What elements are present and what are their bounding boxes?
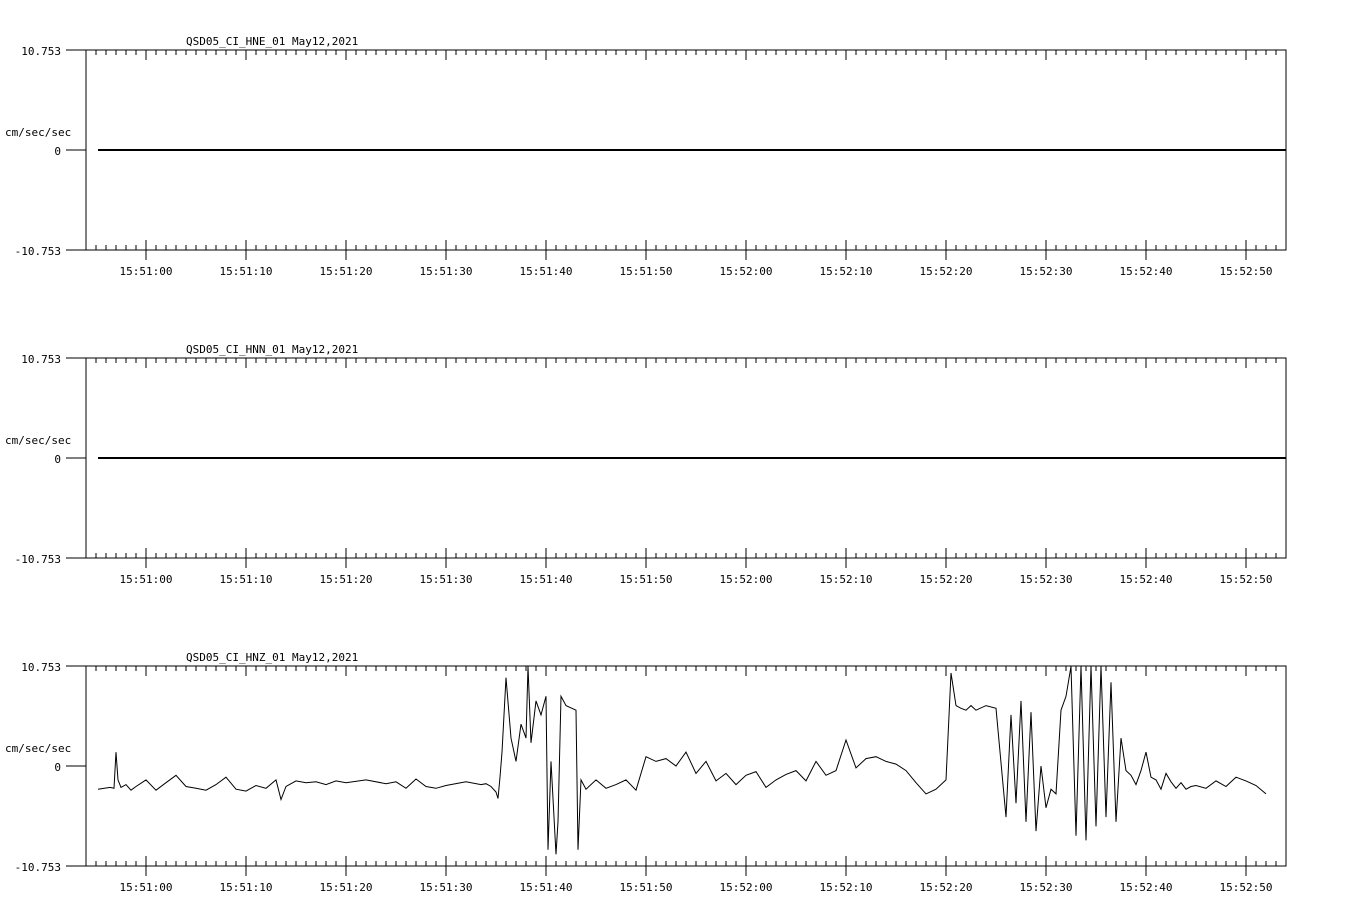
x-tick-label: 15:52:30 [1019,881,1073,894]
y-tick-label-min: -10.753 [14,553,61,566]
x-tick-label: 15:52:40 [1119,573,1173,586]
y-tick-label-min: -10.753 [14,245,61,258]
y-axis-label: cm/sec/sec [5,126,72,139]
panel-title: QSD05_CI_HNZ_01 May12,2021 [186,651,359,664]
x-tick-label: 15:52:20 [919,573,973,586]
x-tick-label: 15:51:30 [419,265,473,278]
x-tick-label: 15:51:20 [319,265,373,278]
y-tick-label-max: 10.753 [21,661,61,674]
x-tick-label: 15:51:10 [219,573,273,586]
x-tick-label: 15:52:50 [1219,881,1273,894]
x-tick-label: 15:51:30 [419,573,473,586]
x-tick-label: 15:51:40 [519,265,573,278]
y-tick-label-max: 10.753 [21,45,61,58]
hne-panel [5,35,1286,278]
x-tick-label: 15:52:10 [819,265,873,278]
x-tick-label: 15:52:40 [1119,265,1173,278]
hnz-panel [5,651,1286,894]
x-tick-label: 15:51:10 [219,265,273,278]
x-tick-label: 15:52:30 [1019,265,1073,278]
hnn-panel [5,343,1286,586]
x-tick-label: 15:52:10 [819,881,873,894]
y-tick-label-zero: 0 [54,453,61,466]
panel-title: QSD05_CI_HNE_01 May12,2021 [186,35,359,48]
x-tick-label: 15:51:20 [319,881,373,894]
x-tick-label: 15:51:50 [619,573,673,586]
x-tick-label: 15:51:00 [119,265,173,278]
y-tick-label-zero: 0 [54,761,61,774]
x-tick-label: 15:52:30 [1019,573,1073,586]
panel-title: QSD05_CI_HNN_01 May12,2021 [186,343,359,356]
x-tick-label: 15:52:00 [719,881,773,894]
x-tick-label: 15:52:50 [1219,573,1273,586]
x-tick-label: 15:52:00 [719,265,773,278]
x-tick-label: 15:52:20 [919,265,973,278]
y-axis-label: cm/sec/sec [5,742,72,755]
y-tick-label-max: 10.753 [21,353,61,366]
x-tick-label: 15:51:00 [119,573,173,586]
x-tick-label: 15:51:40 [519,573,573,586]
x-tick-label: 15:51:00 [119,881,173,894]
x-tick-label: 15:51:50 [619,265,673,278]
x-tick-label: 15:51:50 [619,881,673,894]
x-tick-label: 15:51:10 [219,881,273,894]
plot-frame [86,666,1286,866]
y-axis-label: cm/sec/sec [5,434,72,447]
y-tick-label-min: -10.753 [14,861,61,874]
x-tick-label: 15:52:40 [1119,881,1173,894]
x-tick-label: 15:51:30 [419,881,473,894]
x-tick-label: 15:52:10 [819,573,873,586]
y-tick-label-zero: 0 [54,145,61,158]
x-tick-label: 15:51:40 [519,881,573,894]
waveform-trace [98,667,1266,855]
x-tick-label: 15:52:50 [1219,265,1273,278]
x-tick-label: 15:52:20 [919,881,973,894]
x-tick-label: 15:51:20 [319,573,373,586]
x-tick-label: 15:52:00 [719,573,773,586]
